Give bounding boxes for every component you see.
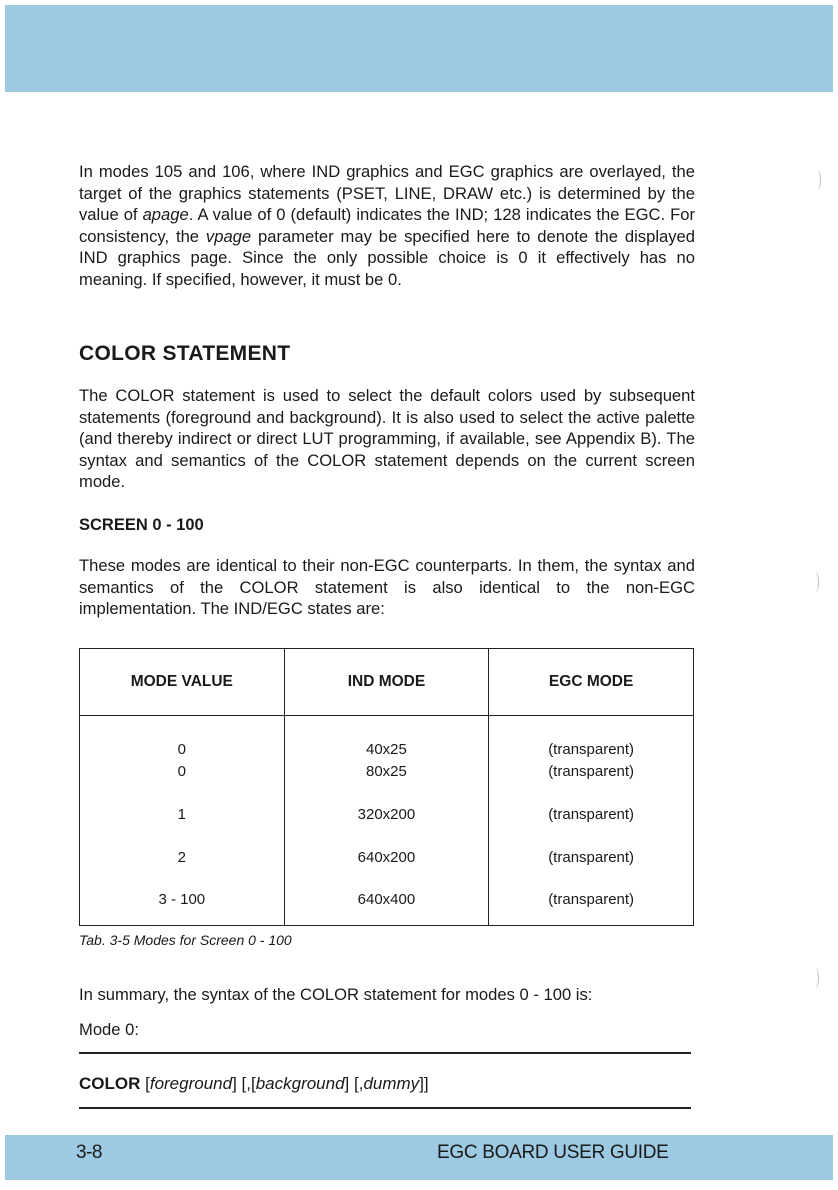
- cell: 1: [177, 806, 186, 823]
- text: In modes 105 and 106, where IND graphics and EGC graphics are overlayed, the target of the graphics statements (PSET, LINE, DRAW etc.) is determined by the value of: [79, 162, 695, 224]
- param: background: [255, 1074, 345, 1093]
- scan-mark: [812, 572, 819, 592]
- cell: 0: [177, 762, 186, 780]
- scan-mark: [814, 170, 821, 190]
- header-ind-mode: IND MODE: [284, 649, 489, 716]
- modes-table: [79, 648, 694, 926]
- header-egc-mode: EGC MODE: [489, 649, 694, 716]
- intro-paragraph: [79, 161, 695, 290]
- footer-title: EGC BOARD USER GUIDE: [437, 1142, 669, 1163]
- table-body-row: [80, 716, 694, 926]
- text: ] [,: [344, 1074, 364, 1093]
- text: ] [,[: [232, 1074, 256, 1093]
- param: dummy: [363, 1074, 420, 1093]
- keyword: COLOR: [79, 1074, 141, 1093]
- screen-paragraph: These modes are identical to their non-EGC counterparts. In them, the syntax and semantics of the COLOR statement is also identical to the non-EGC implementation. The IND/EGC states are:: [79, 556, 695, 618]
- cell: (transparent): [548, 848, 635, 866]
- cell: 80x25: [366, 762, 407, 780]
- param-apage: apage: [142, 205, 189, 224]
- color-paragraph: The COLOR statement is used to select the default colors used by subsequent statements (foreground and background). It is also used to select the active palette (and thereby indirect or direct LUT programming, if available, see Appendix B). The syntax and semantics of the COLOR statement depends on the current screen mode.: [79, 386, 695, 491]
- table-caption: Tab. 3-5 Modes for Screen 0 - 100: [79, 932, 292, 948]
- text: ]]: [419, 1074, 429, 1093]
- mode-label: Mode 0:: [79, 1020, 139, 1039]
- cell: 320x200: [357, 806, 416, 823]
- cell: 2: [177, 848, 186, 866]
- summary-text: In summary, the syntax of the COLOR statement for modes 0 - 100 is:: [79, 985, 593, 1004]
- cell: 0: [177, 741, 186, 758]
- param: foreground: [149, 1074, 233, 1093]
- divider: [79, 1107, 691, 1109]
- text: . A value of 0 (default) indicates the IND; 128 indicates the EGC. For consistency, the: [79, 205, 696, 246]
- cell: (transparent): [548, 741, 635, 758]
- param-vpage: vpage: [205, 226, 252, 246]
- syntax-line: [79, 1074, 429, 1094]
- text: [: [140, 1074, 150, 1093]
- cell: 640x400: [357, 891, 416, 908]
- cell: 640x200: [357, 848, 416, 866]
- scan-mark: [812, 968, 819, 988]
- section-heading: COLOR STATEMENT: [79, 342, 291, 365]
- cell: 40x25: [366, 741, 407, 758]
- footer-band: [5, 1135, 833, 1180]
- subsection-heading: SCREEN 0 - 100: [79, 516, 204, 534]
- text: parameter may be specified here to denote the displayed IND graphics page. Since the only possible choice is 0 it effectively has no meaning. If specified, however, it must be 0.: [79, 226, 695, 289]
- page-number: 3-8: [76, 1142, 102, 1163]
- cell: 3 - 100: [158, 891, 206, 908]
- cell: (transparent): [548, 806, 635, 823]
- header-mode-value: MODE VALUE: [80, 649, 285, 716]
- cell: (transparent): [548, 891, 635, 908]
- cell: (transparent): [548, 762, 635, 780]
- divider: [79, 1052, 691, 1054]
- header-band: [5, 5, 833, 92]
